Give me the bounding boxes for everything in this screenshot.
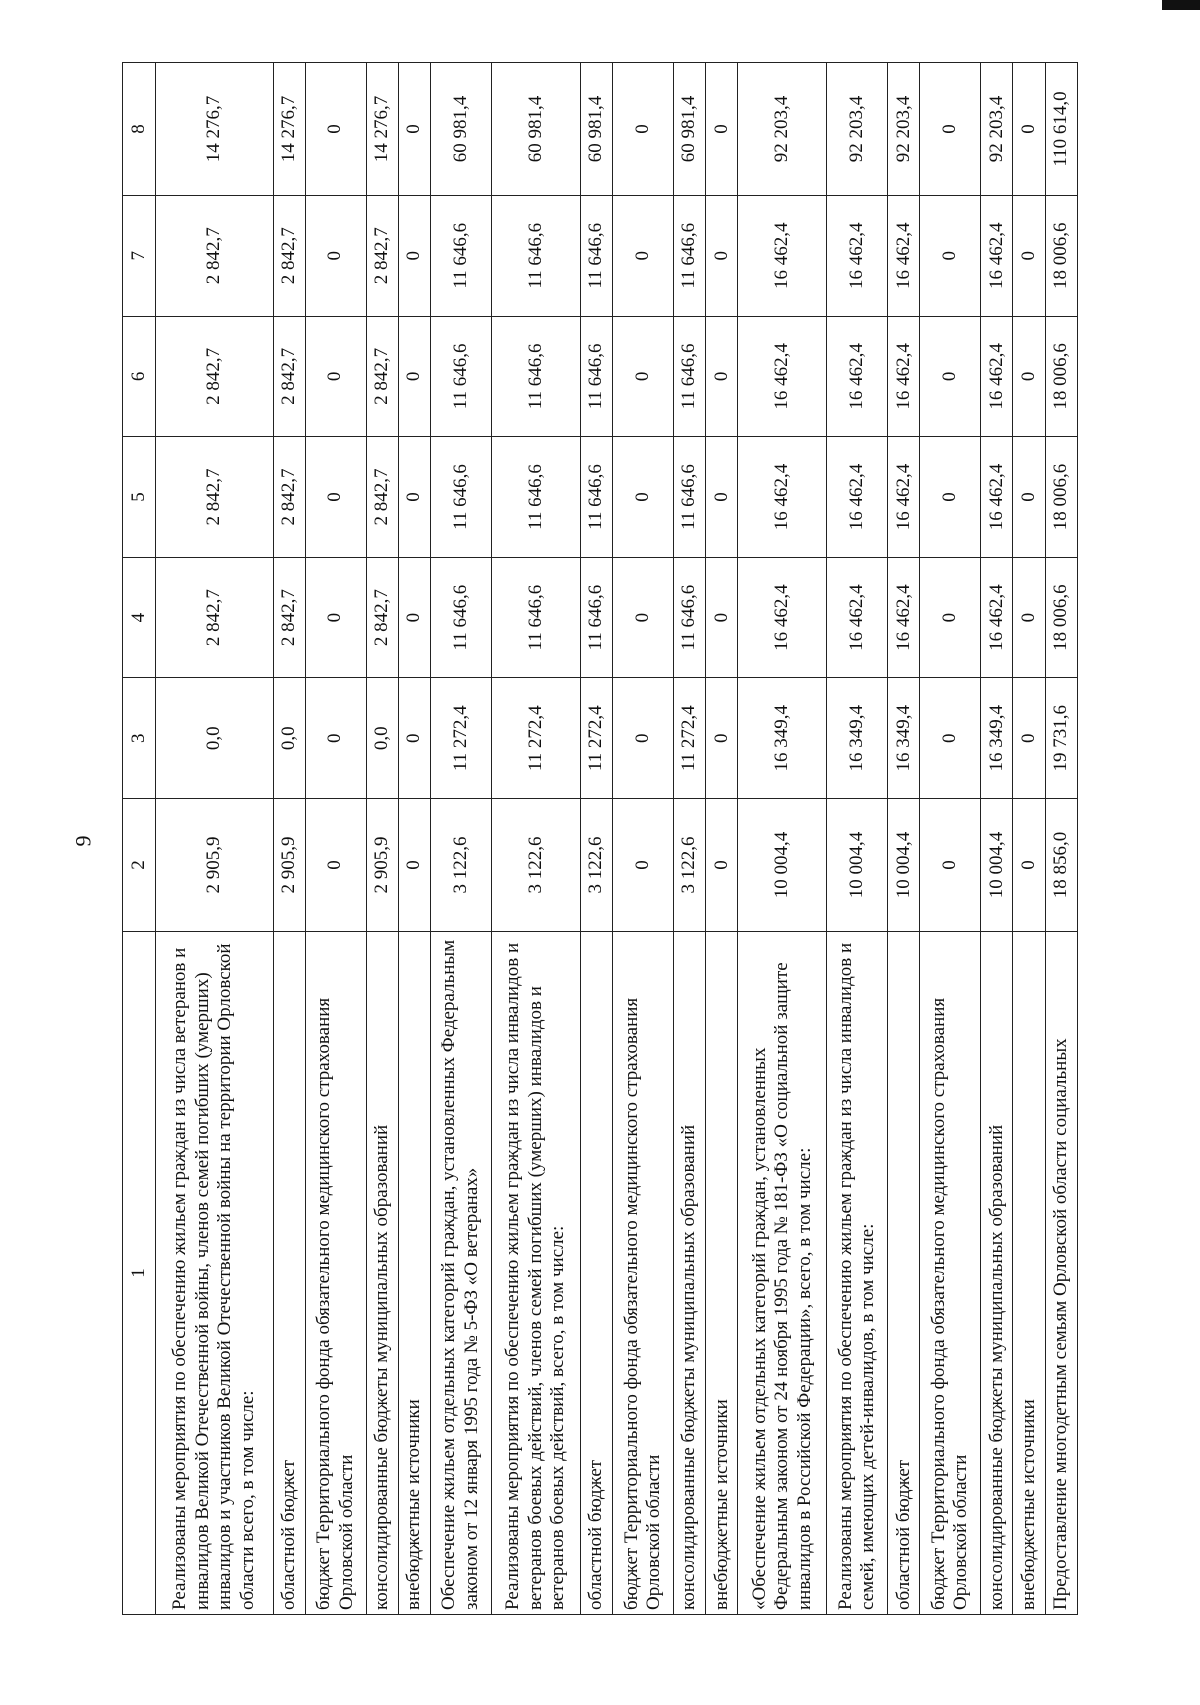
value-cell: 2 905,9 (366, 799, 398, 932)
header-cell: 7 (123, 195, 156, 316)
value-cell: 16 462,4 (827, 316, 888, 437)
value-cell: 0 (706, 678, 738, 799)
value-cell: 0 (1013, 437, 1045, 558)
header-cell: 1 (123, 931, 156, 1614)
page-number: 9 (70, 835, 96, 847)
table-row (491, 63, 580, 1615)
value-cell: 11 646,6 (580, 195, 612, 316)
value-cell: 3 122,6 (491, 799, 580, 932)
value-cell: 16 462,4 (738, 316, 827, 437)
value-cell: 16 462,4 (981, 195, 1013, 316)
value-cell: 92 203,4 (981, 63, 1013, 196)
value-cell: 0 (920, 799, 981, 932)
table-row (305, 63, 366, 1615)
value-cell: 11 646,6 (580, 316, 612, 437)
value-cell: 0 (1013, 195, 1045, 316)
table-row (981, 63, 1013, 1615)
value-cell: 11 646,6 (491, 437, 580, 558)
header-row (123, 63, 156, 1615)
value-cell: 0 (920, 195, 981, 316)
value-cell: 0 (1013, 557, 1045, 678)
value-cell: 0 (398, 195, 430, 316)
value-cell: 11 272,4 (580, 678, 612, 799)
value-cell: 0 (398, 437, 430, 558)
row-label: бюджет Территориального фонда обязательного медицинского страхования Орловской области (613, 931, 674, 1614)
value-cell: 0 (1013, 316, 1045, 437)
value-cell: 11 646,6 (673, 557, 705, 678)
value-cell: 0 (1013, 799, 1045, 932)
value-cell: 10 004,4 (738, 799, 827, 932)
value-cell: 0 (706, 799, 738, 932)
value-cell: 11 646,6 (431, 316, 492, 437)
value-cell: 16 462,4 (827, 437, 888, 558)
value-cell: 16 462,4 (888, 316, 920, 437)
value-cell: 14 276,7 (273, 63, 305, 196)
value-cell: 11 646,6 (491, 316, 580, 437)
value-cell: 0 (305, 316, 366, 437)
value-cell: 11 272,4 (491, 678, 580, 799)
table-body (156, 63, 1078, 1615)
value-cell: 11 646,6 (491, 557, 580, 678)
header-cell: 8 (123, 63, 156, 196)
row-label: внебюджетные источники (398, 931, 430, 1614)
value-cell: 0 (920, 437, 981, 558)
value-cell: 16 462,4 (738, 557, 827, 678)
value-cell: 0 (613, 557, 674, 678)
value-cell: 2 842,7 (273, 437, 305, 558)
value-cell: 60 981,4 (673, 63, 705, 196)
value-cell: 18 006,6 (1045, 437, 1077, 558)
value-cell: 110 614,0 (1045, 63, 1077, 196)
value-cell: 0 (706, 316, 738, 437)
value-cell: 0 (1013, 63, 1045, 196)
value-cell: 0,0 (366, 678, 398, 799)
table-row (613, 63, 674, 1615)
value-cell: 11 272,4 (431, 678, 492, 799)
value-cell: 16 462,4 (888, 557, 920, 678)
row-label: внебюджетные источники (706, 931, 738, 1614)
value-cell: 19 731,6 (1045, 678, 1077, 799)
value-cell: 0 (706, 63, 738, 196)
table-row (273, 63, 305, 1615)
row-label: Реализованы мероприятия по обеспечению жильем граждан из числа инвалидов и ветеранов боевых действий, членов семей погибших (умерших) инвалидов и ветеранов боевых действий, всего, в том числе: (491, 931, 580, 1614)
value-cell: 16 462,4 (981, 557, 1013, 678)
value-cell: 16 462,4 (827, 195, 888, 316)
table-row (366, 63, 398, 1615)
value-cell: 0 (305, 63, 366, 196)
table-row (398, 63, 430, 1615)
row-label: Обеспечение жильем отдельных категорий граждан, установленных Федеральным законом от 12 января 1995 года № 5-ФЗ «О ветеранах» (431, 931, 492, 1614)
table-row (673, 63, 705, 1615)
value-cell: 16 349,4 (888, 678, 920, 799)
table-row (888, 63, 920, 1615)
value-cell: 2 842,7 (273, 316, 305, 437)
value-cell: 11 646,6 (431, 195, 492, 316)
value-cell: 18 856,0 (1045, 799, 1077, 932)
value-cell: 11 646,6 (673, 316, 705, 437)
value-cell: 0 (613, 678, 674, 799)
value-cell: 92 203,4 (738, 63, 827, 196)
value-cell: 18 006,6 (1045, 316, 1077, 437)
value-cell: 11 646,6 (673, 195, 705, 316)
row-label: Предоставление многодетным семьям Орловской области социальных (1045, 931, 1077, 1614)
row-label: областной бюджет (273, 931, 305, 1614)
value-cell: 11 646,6 (491, 195, 580, 316)
value-cell: 16 349,4 (981, 678, 1013, 799)
value-cell: 0 (706, 557, 738, 678)
value-cell: 11 646,6 (580, 557, 612, 678)
value-cell: 2 842,7 (156, 195, 274, 316)
value-cell: 2 842,7 (366, 557, 398, 678)
value-cell: 3 122,6 (431, 799, 492, 932)
value-cell: 16 349,4 (738, 678, 827, 799)
value-cell: 0 (398, 316, 430, 437)
table-row (827, 63, 888, 1615)
value-cell: 11 646,6 (580, 437, 612, 558)
rotated-table-container (122, 62, 1078, 1615)
value-cell: 0 (613, 63, 674, 196)
row-label: Реализованы мероприятия по обеспечению жильем граждан из числа инвалидов и семей, имеющих детей-инвалидов, в том числе: (827, 931, 888, 1614)
value-cell: 10 004,4 (981, 799, 1013, 932)
value-cell: 0 (920, 316, 981, 437)
row-label: консолидированные бюджеты муниципальных образований (366, 931, 398, 1614)
value-cell: 11 272,4 (673, 678, 705, 799)
value-cell: 60 981,4 (491, 63, 580, 196)
value-cell: 0 (305, 195, 366, 316)
value-cell: 0 (305, 437, 366, 558)
value-cell: 0 (706, 195, 738, 316)
value-cell: 16 462,4 (827, 557, 888, 678)
value-cell: 0 (398, 799, 430, 932)
value-cell: 18 006,6 (1045, 195, 1077, 316)
value-cell: 16 462,4 (738, 195, 827, 316)
value-cell: 0 (613, 799, 674, 932)
value-cell: 92 203,4 (827, 63, 888, 196)
header-cell: 5 (123, 437, 156, 558)
table-row (738, 63, 827, 1615)
value-cell: 2 842,7 (366, 195, 398, 316)
table-row (706, 63, 738, 1615)
row-label: консолидированные бюджеты муниципальных образований (673, 931, 705, 1614)
value-cell: 2 842,7 (273, 195, 305, 316)
value-cell: 0 (706, 437, 738, 558)
value-cell: 0 (920, 557, 981, 678)
row-label: внебюджетные источники (1013, 931, 1045, 1614)
row-label: бюджет Территориального фонда обязательного медицинского страхования Орловской области (920, 931, 981, 1614)
value-cell: 16 462,4 (888, 437, 920, 558)
value-cell: 16 462,4 (888, 195, 920, 316)
value-cell: 11 646,6 (431, 437, 492, 558)
value-cell: 16 462,4 (981, 437, 1013, 558)
value-cell: 2 842,7 (366, 437, 398, 558)
value-cell: 16 349,4 (827, 678, 888, 799)
value-cell: 0 (920, 678, 981, 799)
value-cell: 0 (398, 678, 430, 799)
table-row (1045, 63, 1077, 1615)
value-cell: 0 (305, 799, 366, 932)
value-cell: 60 981,4 (431, 63, 492, 196)
value-cell: 2 842,7 (156, 316, 274, 437)
value-cell: 2 842,7 (366, 316, 398, 437)
header-cell: 2 (123, 799, 156, 932)
value-cell: 0 (305, 557, 366, 678)
value-cell: 3 122,6 (673, 799, 705, 932)
value-cell: 2 842,7 (273, 557, 305, 678)
rotated-table-wrapper (122, 62, 1078, 1615)
value-cell: 16 462,4 (981, 316, 1013, 437)
header-cell: 3 (123, 678, 156, 799)
value-cell: 11 646,6 (673, 437, 705, 558)
table-row (1013, 63, 1045, 1615)
value-cell: 60 981,4 (580, 63, 612, 196)
value-cell: 0 (920, 63, 981, 196)
header-cell: 4 (123, 557, 156, 678)
header-cell: 6 (123, 316, 156, 437)
budget-table (122, 62, 1078, 1615)
value-cell: 3 122,6 (580, 799, 612, 932)
value-cell: 0 (613, 316, 674, 437)
value-cell: 0,0 (156, 678, 274, 799)
value-cell: 0 (613, 437, 674, 558)
value-cell: 18 006,6 (1045, 557, 1077, 678)
row-label: «Обеспечение жильем отдельных категорий граждан, установленных Федеральным законом от 24 ноября 1995 года № 181-ФЗ «О социальной защите инвалидов в Российской Федерации», всего, в том числе: (738, 931, 827, 1614)
value-cell: 2 842,7 (156, 557, 274, 678)
value-cell: 11 646,6 (431, 557, 492, 678)
value-cell: 10 004,4 (827, 799, 888, 932)
value-cell: 92 203,4 (888, 63, 920, 196)
row-label: областной бюджет (888, 931, 920, 1614)
table-row (580, 63, 612, 1615)
scan-corner-mark (1162, 0, 1200, 10)
value-cell: 0 (305, 678, 366, 799)
value-cell: 16 462,4 (738, 437, 827, 558)
table-row (431, 63, 492, 1615)
value-cell: 0 (398, 557, 430, 678)
row-label: Реализованы мероприятия по обеспечению жильем граждан из числа ветеранов и инвалидов Великой Отечественной войны, членов семей погибших (умерших) инвалидов и участников Великой Отечественной войны на территории Орловской области всего, в том числе: (156, 931, 274, 1614)
value-cell: 2 842,7 (156, 437, 274, 558)
value-cell: 0 (613, 195, 674, 316)
value-cell: 2 905,9 (156, 799, 274, 932)
value-cell: 10 004,4 (888, 799, 920, 932)
value-cell: 0 (1013, 678, 1045, 799)
row-label: бюджет Территориального фонда обязательного медицинского страхования Орловской области (305, 931, 366, 1614)
row-label: областной бюджет (580, 931, 612, 1614)
value-cell: 14 276,7 (366, 63, 398, 196)
value-cell: 2 905,9 (273, 799, 305, 932)
value-cell: 0,0 (273, 678, 305, 799)
table-row (920, 63, 981, 1615)
value-cell: 14 276,7 (156, 63, 274, 196)
row-label: консолидированные бюджеты муниципальных образований (981, 931, 1013, 1614)
value-cell: 0 (398, 63, 430, 196)
table-row (156, 63, 274, 1615)
